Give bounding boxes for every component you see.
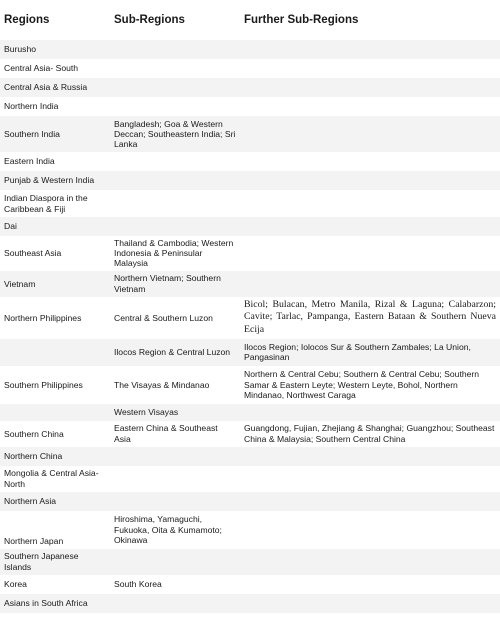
table-row [0, 447, 500, 466]
sub-region-cell: Hiroshima, Yamaguchi, Fukuoka, Oita & Kumamoto; Okinawa [110, 511, 240, 549]
region-cell: Southern Japanese Islands [0, 549, 110, 575]
table-row [0, 492, 500, 511]
region-cell: Asians in South Africa [0, 594, 110, 613]
sub-region-cell [110, 217, 240, 236]
sub-region-cell [110, 97, 240, 116]
sub-region-cell [110, 40, 240, 59]
region-cell: Southern Philippines [0, 366, 110, 404]
further-sub-region-cell: Bicol; Bulacan, Metro Manila, Rizal & Laguna; Calabarzon; Cavite; Tarlac, Pampanga, Eastern Bataan & Southern Nueva Ecija [240, 297, 500, 339]
further-sub-region-cell [240, 511, 500, 549]
sub-region-cell: Bangladesh; Goa & Western Deccan; Southeastern India; Sri Lanka [110, 116, 240, 152]
further-sub-region-cell [240, 40, 500, 59]
region-cell: Korea [0, 575, 110, 594]
region-cell: Southern India [0, 116, 110, 152]
table-row [0, 190, 500, 217]
region-cell: Burusho [0, 40, 110, 59]
further-sub-region-cell [240, 190, 500, 217]
region-cell: Punjab & Western India [0, 171, 110, 190]
sub-region-cell [110, 492, 240, 511]
further-sub-region-cell [240, 97, 500, 116]
region-cell: Northern China [0, 447, 110, 466]
region-cell: Northern India [0, 97, 110, 116]
sub-region-cell [110, 59, 240, 78]
table-row [0, 366, 500, 404]
further-sub-region-cell [240, 152, 500, 171]
further-sub-region-cell: Guangdong, Fujian, Zhejiang & Shanghai; Guangzhou; Southeast China & Malaysia; Southern Central China [240, 421, 500, 447]
table-row [0, 271, 500, 297]
header-sub-regions: Sub-Regions [110, 0, 240, 40]
table-row [0, 59, 500, 78]
region-cell [0, 404, 110, 421]
table-row [0, 549, 500, 575]
sub-region-cell [110, 78, 240, 97]
sub-region-cell [110, 594, 240, 613]
table-row [0, 236, 500, 271]
further-sub-region-cell [240, 492, 500, 511]
sub-region-cell [110, 190, 240, 217]
sub-region-cell [110, 549, 240, 575]
table-row [0, 116, 500, 152]
table-row [0, 466, 500, 492]
table-row [0, 421, 500, 447]
header-row [0, 0, 500, 40]
further-sub-region-cell [240, 236, 500, 271]
region-cell: Northern Philippines [0, 297, 110, 339]
table-row [0, 152, 500, 171]
region-cell: Vietnam [0, 271, 110, 297]
further-sub-region-cell [240, 271, 500, 297]
region-cell [0, 339, 110, 366]
sub-region-cell [110, 171, 240, 190]
sub-region-cell [110, 447, 240, 466]
further-sub-region-cell [240, 447, 500, 466]
region-cell: Indian Diaspora in the Caribbean & Fiji [0, 190, 110, 217]
sub-region-cell: Thailand & Cambodia; Western Indonesia & Peninsular Malaysia [110, 236, 240, 271]
further-sub-region-cell [240, 116, 500, 152]
sub-region-cell: Ilocos Region & Central Luzon [110, 339, 240, 366]
region-cell: Southeast Asia [0, 236, 110, 271]
region-cell: Northern Japan [0, 511, 110, 549]
further-sub-region-cell [240, 575, 500, 594]
sub-region-cell: Western Visayas [110, 404, 240, 421]
region-cell: Southern China [0, 421, 110, 447]
further-sub-region-cell: Ilocos Region; Iolocos Sur & Southern Zambales; La Union, Pangasinan [240, 339, 500, 366]
table-row [0, 339, 500, 366]
table-row [0, 171, 500, 190]
further-sub-region-cell [240, 59, 500, 78]
table-row [0, 297, 500, 339]
further-sub-region-cell [240, 217, 500, 236]
table-row [0, 78, 500, 97]
header-regions: Regions [0, 0, 110, 40]
table-row [0, 575, 500, 594]
table-row [0, 40, 500, 59]
further-sub-region-cell [240, 78, 500, 97]
further-sub-region-cell [240, 594, 500, 613]
table-row [0, 404, 500, 421]
sub-region-cell: Eastern China & Southeast Asia [110, 421, 240, 447]
further-sub-region-cell [240, 466, 500, 492]
further-sub-region-cell: Northern & Central Cebu; Southern & Central Cebu; Southern Samar & Eastern Leyte; Western Leyte, Bohol, Northern Mindanao, Northwest Caraga [240, 366, 500, 404]
region-cell: Northern Asia [0, 492, 110, 511]
header-further-sub-regions: Further Sub-Regions [240, 0, 500, 40]
further-sub-region-cell [240, 549, 500, 575]
sub-region-cell: Northern Vietnam; Southern Vietnam [110, 271, 240, 297]
region-cell: Dai [0, 217, 110, 236]
sub-region-cell [110, 152, 240, 171]
sub-region-cell: Central & Southern Luzon [110, 297, 240, 339]
table-header [0, 0, 500, 40]
table-row [0, 217, 500, 236]
sub-region-cell: South Korea [110, 575, 240, 594]
region-cell: Central Asia & Russia [0, 78, 110, 97]
sub-region-cell [110, 466, 240, 492]
table-row [0, 594, 500, 613]
further-sub-region-cell [240, 404, 500, 421]
region-cell: Eastern India [0, 152, 110, 171]
sub-region-cell: The Visayas & Mindanao [110, 366, 240, 404]
region-cell: Mongolia & Central Asia-North [0, 466, 110, 492]
table-body [0, 40, 500, 613]
table-row [0, 511, 500, 549]
further-sub-region-cell [240, 171, 500, 190]
region-cell: Central Asia- South [0, 59, 110, 78]
table-row [0, 97, 500, 116]
